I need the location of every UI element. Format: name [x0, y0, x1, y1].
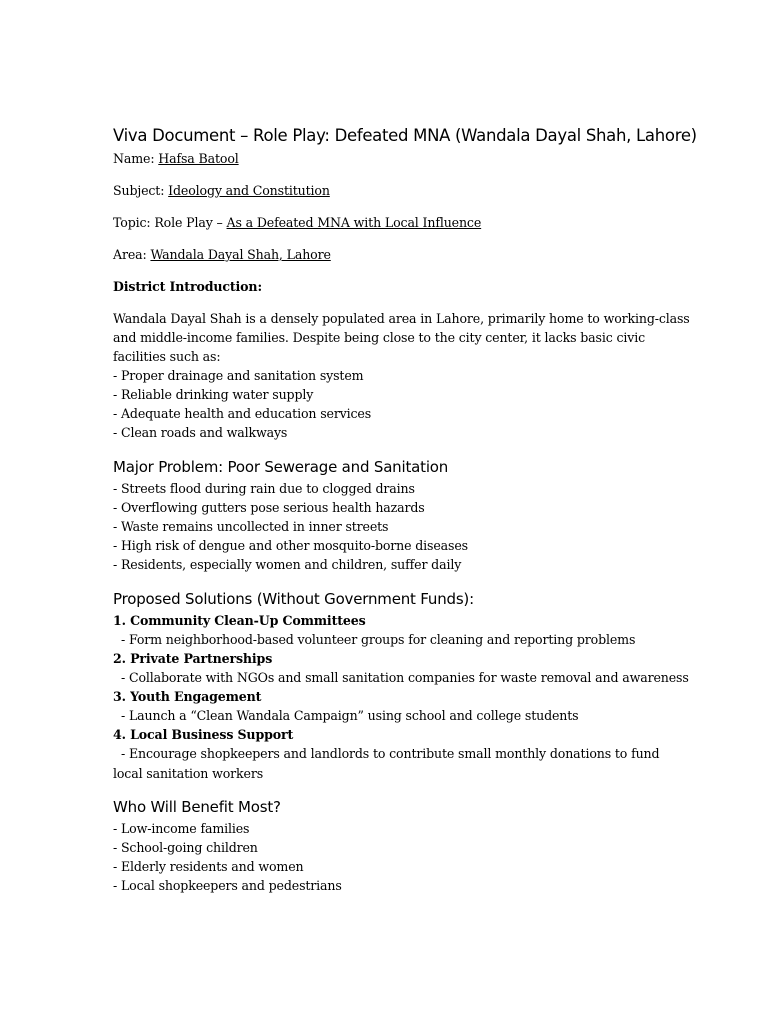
- problem-list-item: - Streets flood during rain due to clogged drains: [113, 481, 415, 496]
- solution-description-continued: local sanitation workers: [113, 766, 264, 781]
- subject-value: Ideology and Constitution: [168, 183, 330, 198]
- solution-title: 4. Local Business Support: [113, 727, 294, 742]
- solution-description: - Form neighborhood-based volunteer groups for cleaning and reporting problems: [121, 632, 636, 647]
- problem-list-item: - High risk of dengue and other mosquito-borne diseases: [113, 538, 468, 553]
- solution-description: - Encourage shopkeepers and landlords to contribute small monthly donations to fund: [121, 746, 660, 761]
- name-value: Hafsa Batool: [158, 151, 239, 166]
- district-list-item: - Clean roads and walkways: [113, 425, 288, 440]
- subject-line: [113, 181, 330, 200]
- district-list-item: - Reliable drinking water supply: [113, 387, 314, 402]
- name-label: Name:: [113, 151, 159, 166]
- area-value: Wandala Dayal Shah, Lahore: [150, 247, 331, 262]
- problem-list-item: - Residents, especially women and children, suffer daily: [113, 557, 462, 572]
- topic-value: As a Defeated MNA with Local Influence: [226, 215, 482, 230]
- solution-title: 1. Community Clean-Up Committees: [113, 613, 366, 628]
- benefit-list-item: - Low-income families: [113, 821, 250, 836]
- district-intro-line: facilities such as:: [113, 349, 221, 364]
- area-line: [113, 245, 331, 264]
- solution-description: - Collaborate with NGOs and small sanitation companies for waste removal and awareness: [121, 670, 689, 685]
- benefit-list-item: - School-going children: [113, 840, 258, 855]
- document-title: Viva Document – Role Play: Defeated MNA (Wandala Dayal Shah, Lahore): [113, 126, 697, 145]
- district-list-item: - Proper drainage and sanitation system: [113, 368, 364, 383]
- benefit-list-item: - Local shopkeepers and pedestrians: [113, 878, 342, 893]
- district-heading: District Introduction:: [113, 279, 262, 294]
- problem-list-item: - Overflowing gutters pose serious health hazards: [113, 500, 425, 515]
- topic-label: Topic: Role Play –: [113, 215, 227, 230]
- problem-heading: Major Problem: Poor Sewerage and Sanitation: [113, 458, 449, 476]
- problem-list-item: - Waste remains uncollected in inner streets: [113, 519, 389, 534]
- district-intro-line: Wandala Dayal Shah is a densely populated area in Lahore, primarily home to working-class: [113, 311, 690, 326]
- benefit-heading: Who Will Benefit Most?: [113, 798, 281, 816]
- solution-title: 3. Youth Engagement: [113, 689, 262, 704]
- solution-title: 2. Private Partnerships: [113, 651, 273, 666]
- subject-label: Subject:: [113, 183, 169, 198]
- district-intro-line: and middle-income families. Despite being close to the city center, it lacks basic civic: [113, 330, 646, 345]
- topic-line: [113, 213, 481, 232]
- solution-description: - Launch a “Clean Wandala Campaign” using school and college students: [121, 708, 579, 723]
- district-list-item: - Adequate health and education services: [113, 406, 372, 421]
- benefit-list-item: - Elderly residents and women: [113, 859, 304, 874]
- solutions-heading: Proposed Solutions (Without Government Funds):: [113, 590, 474, 608]
- area-label: Area:: [113, 247, 151, 262]
- name-line: [113, 149, 239, 168]
